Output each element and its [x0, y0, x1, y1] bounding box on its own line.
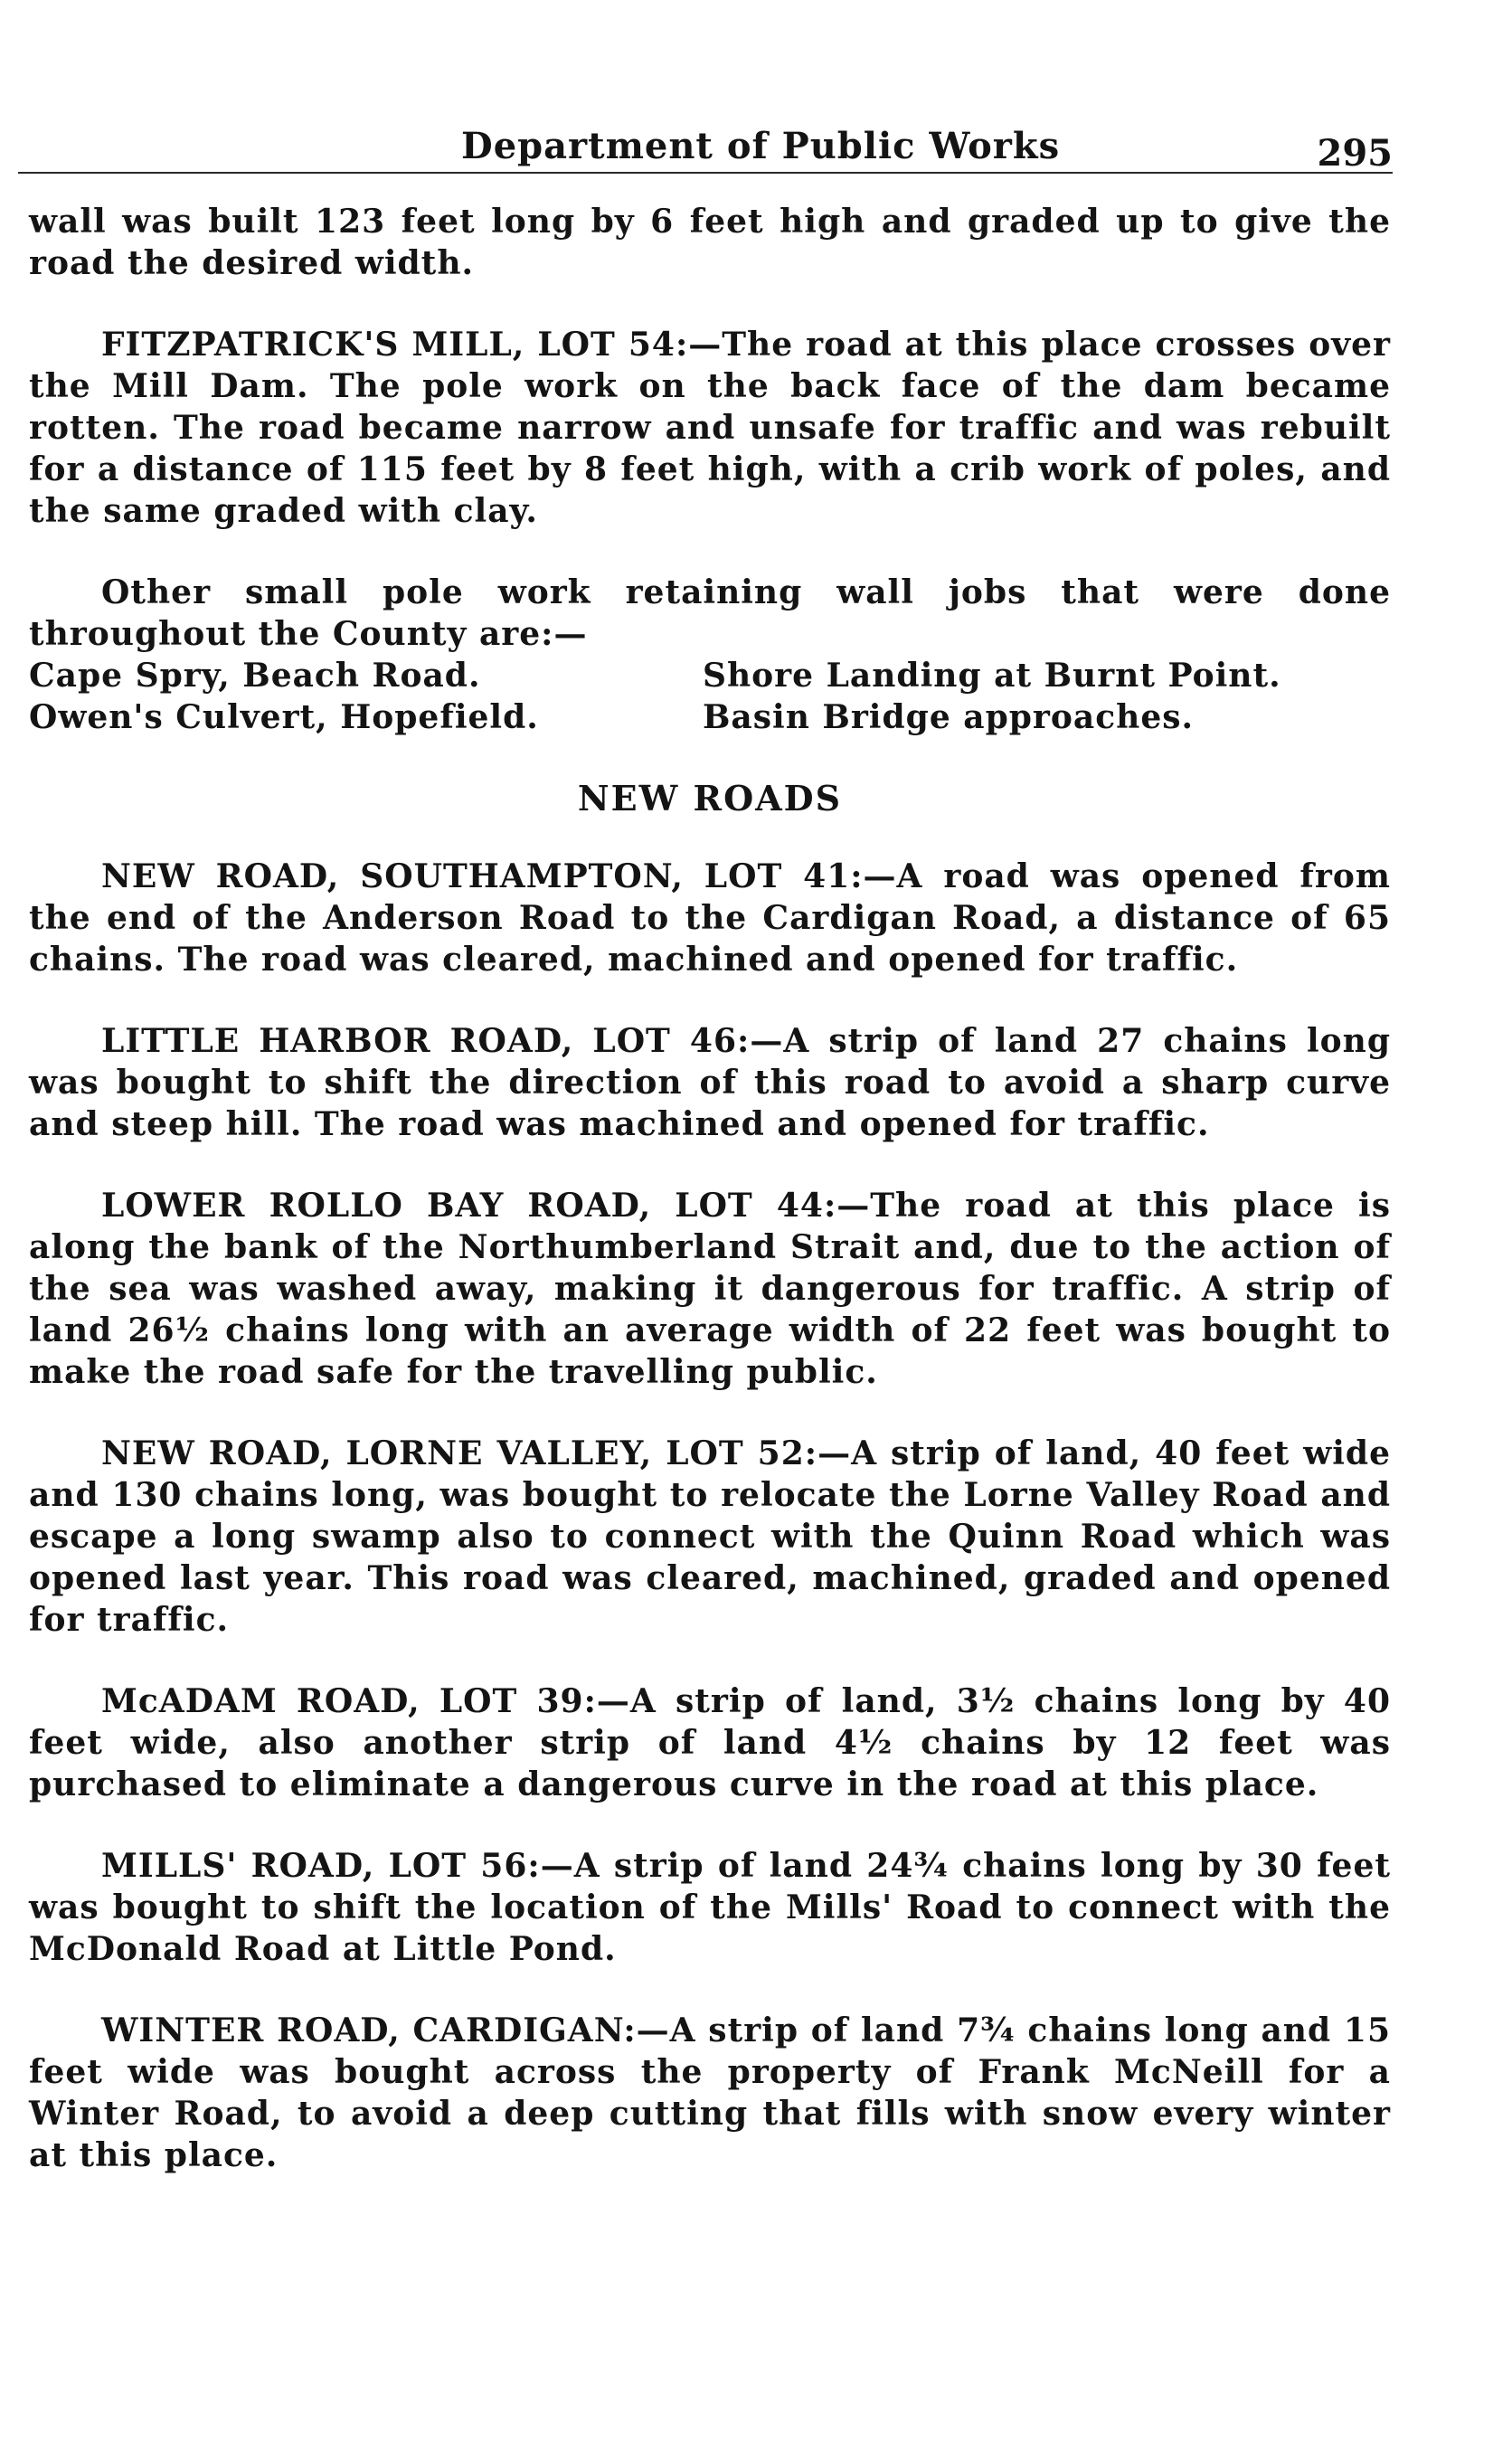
paragraph-winter-road: WINTER ROAD, CARDIGAN:—A strip of land 7¾ chains long and 15 feet wide was bought across the property of Frank McNeill for a Winter Road, to avoid a deep cutting that fills with snow every winter at this place. [29, 2011, 1391, 2174]
paragraph-little-harbor-road: LITTLE HARBOR ROAD, LOT 46:—A strip of land 27 chains long was bought to shift the direction of this road to avoid a sharp curve and steep hill. The road was machined and opened for traffic. [29, 1022, 1391, 1143]
paragraph-lorne-valley: NEW ROAD, LORNE VALLEY, LOT 52:—A strip of land, 40 feet wide and 130 chains long, was bought to relocate the Lorne Valley Road and escape a long swamp also to connect with the Quinn Road which was opened last year. This road was cleared, machined, graded and opened for traffic. [29, 1434, 1391, 1639]
paragraph-continuation: wall was built 123 feet long by 6 feet high and graded up to give the road the desired width. [29, 203, 1391, 282]
paragraph-other-jobs: Other small pole work retaining wall jobs that were done throughout the County are:— [29, 573, 1391, 653]
running-title: Department of Public Works [461, 125, 1061, 167]
jobs-list [29, 655, 1391, 738]
page-body [29, 201, 1391, 2216]
list-item: Owen's Culvert, Hopefield. [29, 698, 539, 736]
section-heading: NEW ROADS [577, 778, 843, 819]
list-item: Cape Spry, Beach Road. [29, 657, 481, 695]
page-number: 295 [1317, 132, 1393, 175]
list-item: Basin Bridge approaches. [703, 698, 1195, 736]
paragraph-mcadam-road: McADAM ROAD, LOT 39:—A strip of land, 3½ chains long by 40 feet wide, also another strip of land 4½ chains by 12 feet was purchased to eliminate a dangerous curve in the road at this place. [29, 1682, 1391, 1803]
paragraph-mills-road: MILLS' ROAD, LOT 56:—A strip of land 24¾ chains long by 30 feet was bought to shift the location of the Mills' Road to connect with the McDonald Road at Little Pond. [29, 1847, 1391, 1968]
page-header [18, 125, 1393, 179]
header-rule [18, 172, 1393, 174]
paragraph-fitzpatricks-mill: FITZPATRICK'S MILL, LOT 54:—The road at this place crosses over the Mill Dam. The pole work on the back face of the dam became rotten. The road became narrow and unsafe for traffic and was rebuilt for a distance of 115 feet by 8 feet high, with a crib work of poles, and the same graded with clay. [29, 326, 1391, 530]
list-item: Shore Landing at Burnt Point. [703, 657, 1281, 695]
paragraph-lower-rollo-bay-road: LOWER ROLLO BAY ROAD, LOT 44:—The road at this place is along the bank of the Northumberland Strait and, due to the action of the sea was washed away, making it dangerous for traffic. A strip of land 26½ chains long with an average width of 22 feet was bought to make the road safe for the travelling public. [29, 1187, 1391, 1391]
paragraph-new-road-southampton: NEW ROAD, SOUTHAMPTON, LOT 41:—A road was opened from the end of the Anderson Road to the Cardigan Road, a distance of 65 chains. The road was cleared, machined and opened for traffic. [29, 857, 1391, 979]
